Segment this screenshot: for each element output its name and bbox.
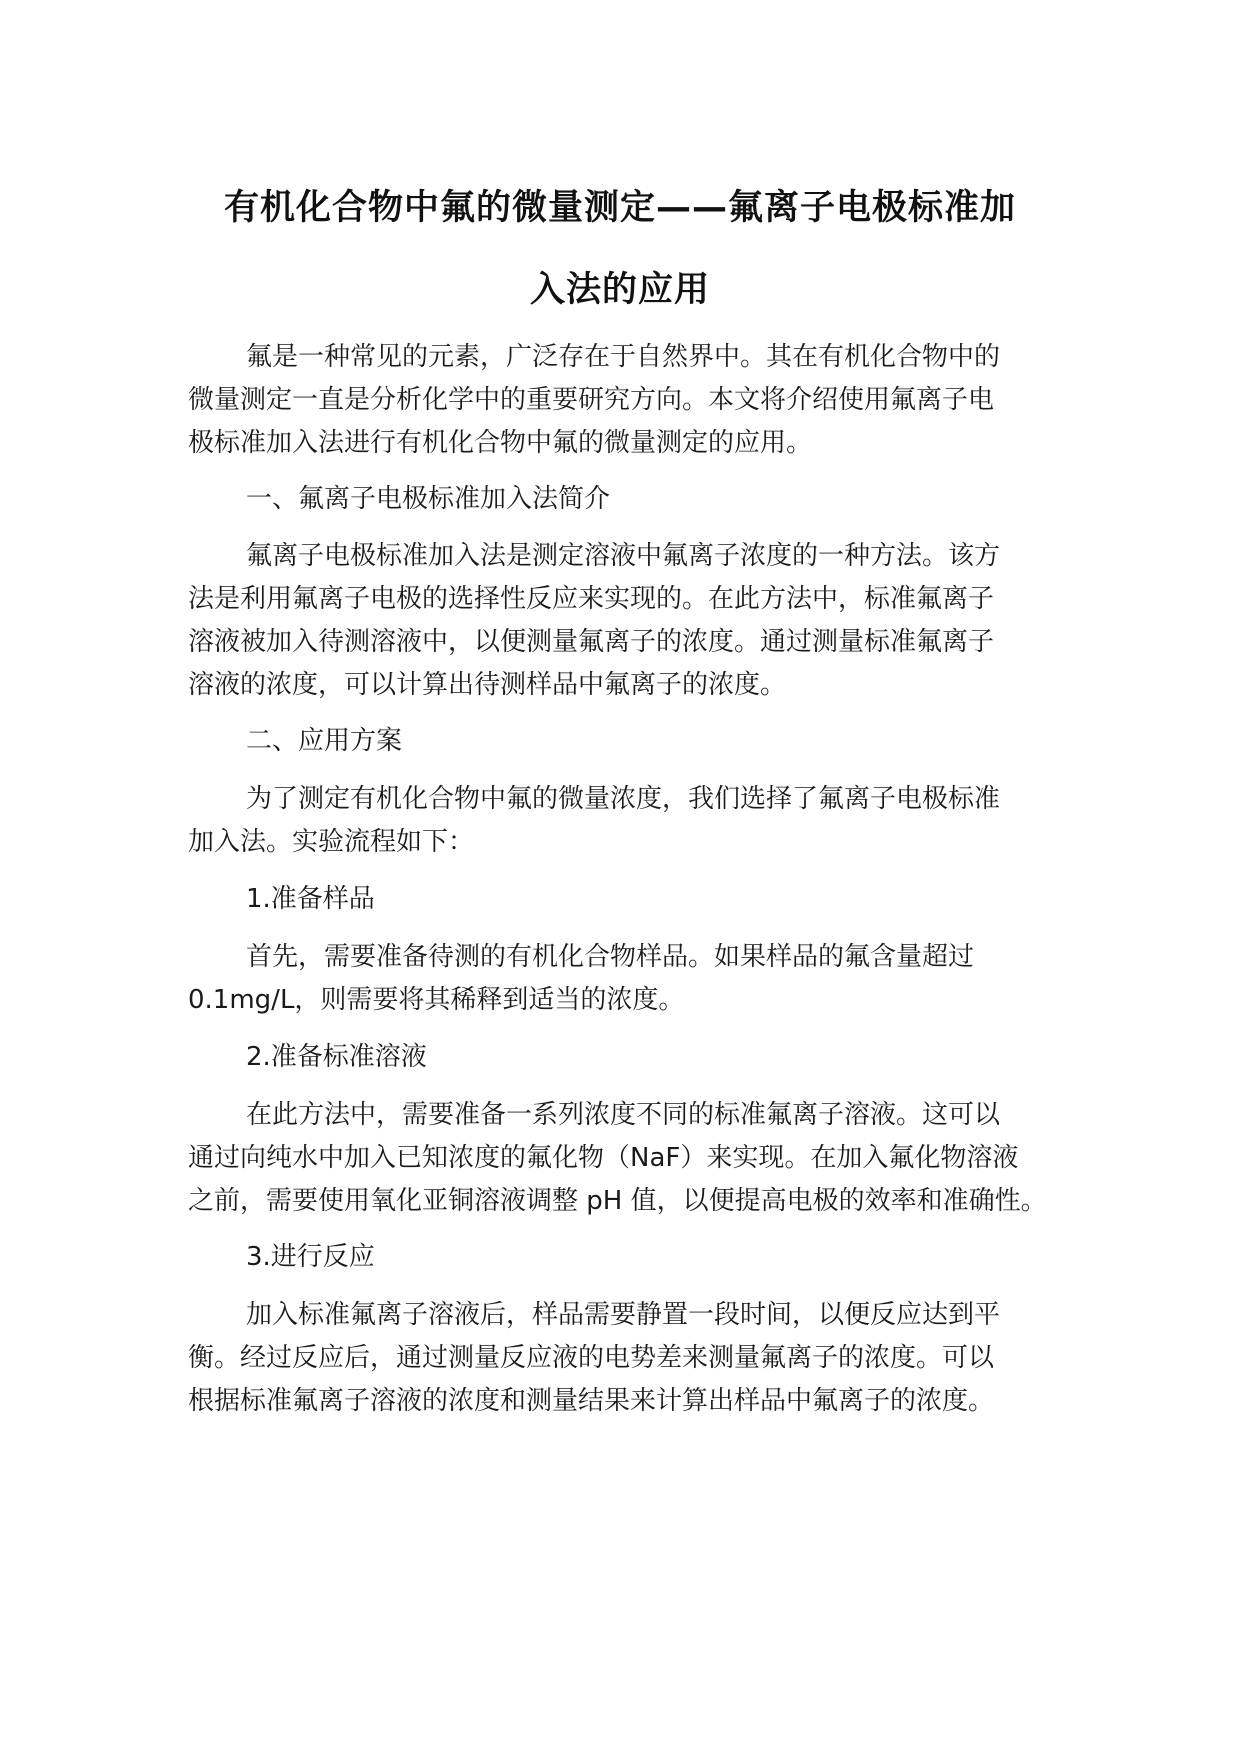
paragraph-step1-line: 首先，需要准备待测的有机化合物样品。如果样品的氟含量超过	[246, 942, 975, 972]
document-title-line-1: 有机化合物中氟的微量测定——氟离子电极标准加	[223, 188, 1016, 228]
paragraph-intro-line: 微量测定一直是分析化学中的重要研究方向。本文将介绍使用氟离子电	[188, 385, 995, 415]
section-heading: 二、应用方案	[246, 726, 403, 756]
paragraph-step3-line: 衡。经过反应后，通过测量反应液的电势差来测量氟离子的浓度。可以	[188, 1343, 995, 1373]
document-title-line-2: 入法的应用	[529, 270, 710, 310]
section-heading: 一、氟离子电极标准加入法简介	[246, 484, 611, 514]
paragraph-step2-line: 在此方法中，需要准备一系列浓度不同的标准氟离子溶液。这可以	[246, 1100, 1001, 1130]
paragraph-intro-line: 极标准加入法进行有机化合物中氟的微量测定的应用。	[188, 428, 813, 458]
paragraph-method-line: 溶液被加入待测溶液中，以便测量氟离子的浓度。通过测量标准氟离子	[188, 627, 995, 657]
paragraph-method-line: 氟离子电极标准加入法是测定溶液中氟离子浓度的一种方法。该方	[246, 541, 1001, 571]
paragraph-step3-line: 加入标准氟离子溶液后，样品需要静置一段时间，以便反应达到平	[246, 1300, 1001, 1330]
paragraph-intro-line: 氟是一种常见的元素，广泛存在于自然界中。其在有机化合物中的	[246, 342, 1001, 372]
paragraph-step2-line: 通过向纯水中加入已知浓度的氟化物（NaF）来实现。在加入氟化物溶液	[188, 1143, 1019, 1173]
paragraph-step3-line: 根据标准氟离子溶液的浓度和测量结果来计算出样品中氟离子的浓度。	[188, 1386, 995, 1416]
paragraph-step2-line: 之前，需要使用氧化亚铜溶液调整 pH 值，以便提高电极的效率和准确性。	[188, 1186, 1047, 1216]
step-heading: 3.进行反应	[246, 1242, 375, 1272]
step-heading: 1.准备样品	[246, 884, 375, 914]
paragraph-plan-line: 加入法。实验流程如下：	[188, 827, 475, 857]
paragraph-method-line: 溶液的浓度，可以计算出待测样品中氟离子的浓度。	[188, 670, 787, 700]
paragraph-plan-line: 为了测定有机化合物中氟的微量浓度，我们选择了氟离子电极标准	[246, 784, 1001, 814]
paragraph-method-line: 法是利用氟离子电极的选择性反应来实现的。在此方法中，标准氟离子	[188, 584, 995, 614]
paragraph-step1-line: 0.1mg/L，则需要将其稀释到适当的浓度。	[188, 985, 685, 1015]
step-heading: 2.准备标准溶液	[246, 1042, 427, 1072]
